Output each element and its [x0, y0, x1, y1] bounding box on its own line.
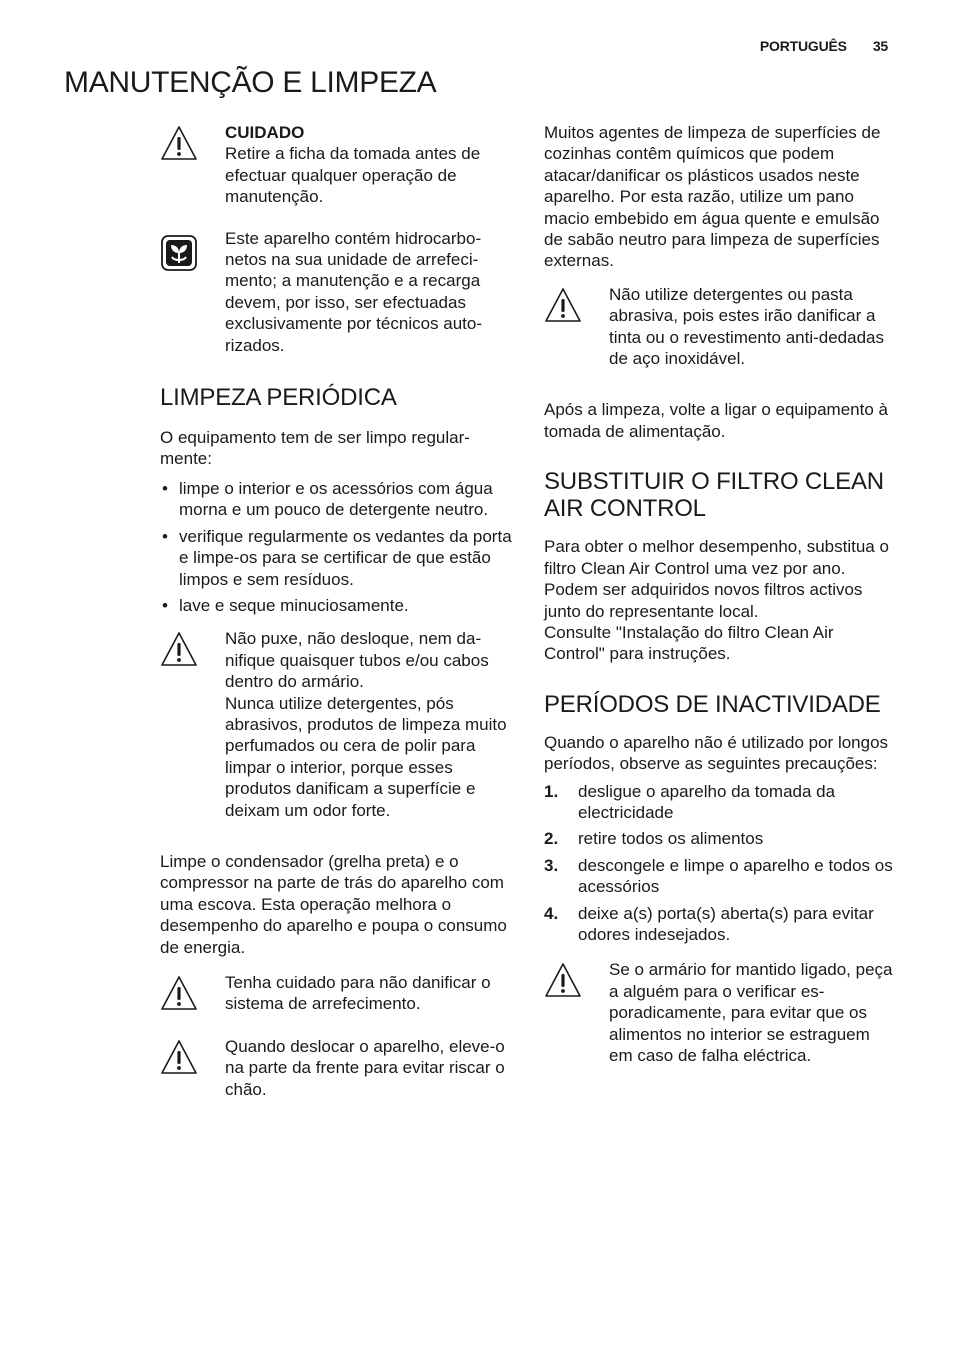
warning-triangle-icon [544, 286, 582, 324]
heading-inactivity: PERÍODOS DE INACTIVIDADE [544, 690, 881, 718]
periodic-intro: O equipamento tem de ser limpo regularmente: [160, 428, 470, 469]
header-language: PORTUGUÊS [759, 38, 847, 54]
warning-triangle-icon [160, 974, 198, 1012]
page-header [760, 38, 888, 54]
filter-line-2: Podem ser adquiridos novos filtros activos junto do representante local. [544, 580, 863, 621]
step-number: 1. [544, 781, 559, 801]
abrasive-warning-note [544, 284, 896, 370]
inactivity-steps [544, 781, 896, 946]
pipes-warning-text: Não puxe, não desloque, nem danifique quaisquer tubos e/ou cabos dentro do armário. [225, 629, 489, 692]
pipes-warning-note [160, 628, 512, 821]
warning-triangle-icon [160, 124, 198, 162]
power-failure-warning-text: Se o armário for mantido ligado, peça a alguém para o verificar esporadicamente, para evitar que os alimentos no interior se estraguem em caso de falha eléctrica. [609, 960, 893, 1065]
environment-plant-icon [160, 234, 198, 272]
list-item [544, 903, 896, 946]
list-item: • lave e seque minuciosamente. [160, 595, 512, 616]
inactivity-intro: Quando o aparelho não é utilizado por longos períodos, observe as seguintes precauções: [544, 732, 889, 774]
right-column [544, 122, 896, 1084]
filter-line-3: Consulte "Instalação do filtro Clean Air Control" para instruções. [544, 622, 834, 664]
caution-text: Retire a ficha da tomada antes de efectuar qualquer operação de manutenção. [225, 144, 481, 207]
list-item [544, 855, 896, 898]
abrasive-warning-text: Não utilize detergentes ou pasta abrasiva, pois estes irão danificar a tinta ou o revestimento anti-dedadas de aço inoxidável. [609, 284, 885, 369]
caution-note [160, 122, 512, 208]
condenser-paragraph: Limpe o condensador (grelha preta) e o compressor na parte de trás do aparelho com uma escova. Esta operação melhora o desempenho do aparelho e poupa o consumo de energia. [160, 851, 507, 957]
list-item: • verifique regularmente os vedantes da porta e limpe-os para se certificar de que estão limpos e sem resíduos. [160, 526, 512, 590]
cooling-warning-text: Tenha cuidado para não danificar o sistema de arrefecimento. [225, 973, 491, 1014]
list-item [544, 781, 896, 824]
step-number: 2. [544, 829, 559, 849]
after-cleaning-paragraph: Após a limpeza, volte a ligar o equipamento à tomada de alimentação. [544, 400, 888, 441]
power-failure-warning-note [544, 959, 896, 1066]
warning-triangle-icon [160, 630, 198, 668]
step-text: deixe a(s) porta(s) aberta(s) para evitar odores indesejados. [578, 903, 874, 944]
page-number: 35 [872, 38, 888, 54]
detergent-warning-text: Nunca utilize detergentes, pós abrasivos, produtos de limpeza muito perfumados ou cera de polir para limpar o interior, porque esses produtos danificam a superfície e deixam um odor forte. [225, 693, 507, 820]
cooling-warning-note [160, 972, 512, 1016]
warning-triangle-icon [544, 961, 582, 999]
step-number: 3. [544, 855, 559, 875]
warning-triangle-icon [160, 1038, 198, 1076]
step-text: descongele e limpe o aparelho e todos os acessórios [578, 855, 893, 897]
list-item [544, 828, 896, 849]
list-item: • limpe o interior e os acessórios com água morna e um pouco de detergente neutro. [160, 478, 512, 521]
left-column [160, 122, 512, 1118]
moving-warning-note [160, 1036, 512, 1100]
moving-warning-text: Quando deslocar o aparelho, eleve-o na parte da frente para evitar riscar o chão. [225, 1037, 505, 1099]
hydrocarbon-text: Este aparelho contém hidrocarbonetos na sua unidade de arrefecimento; a manutenção e a recarga devem, por isso, ser efectuadas exclusivamente por técnicos autorizados. [225, 228, 483, 355]
heading-periodic-cleaning: LIMPEZA PERIÓDICA [160, 384, 397, 412]
cleaning-agents-paragraph: Muitos agentes de limpeza de superfícies de cozinhas contêm químicos que podem atacar/danificar os plásticos usados neste aparelho. Por esta razão, utilize um pano macio embebido em água quente e emulsão de sabão neutro para limpeza de superfícies externas. [544, 123, 881, 271]
caution-title: CUIDADO [225, 123, 305, 142]
step-number: 4. [544, 903, 559, 923]
step-text: desligue o aparelho da tomada da electricidade [578, 781, 836, 822]
periodic-bullet-list [160, 478, 512, 616]
page-title: MANUTENÇÃO E LIMPEZA [64, 66, 437, 99]
hydrocarbon-note [160, 228, 512, 356]
filter-line-1: Para obter o melhor desempenho, substitua o filtro Clean Air Control uma vez por ano. [544, 537, 889, 578]
step-text: retire todos os alimentos [578, 829, 764, 849]
heading-replace-filter: SUBSTITUIR O FILTRO CLEAN AIR CONTROL [544, 468, 884, 523]
